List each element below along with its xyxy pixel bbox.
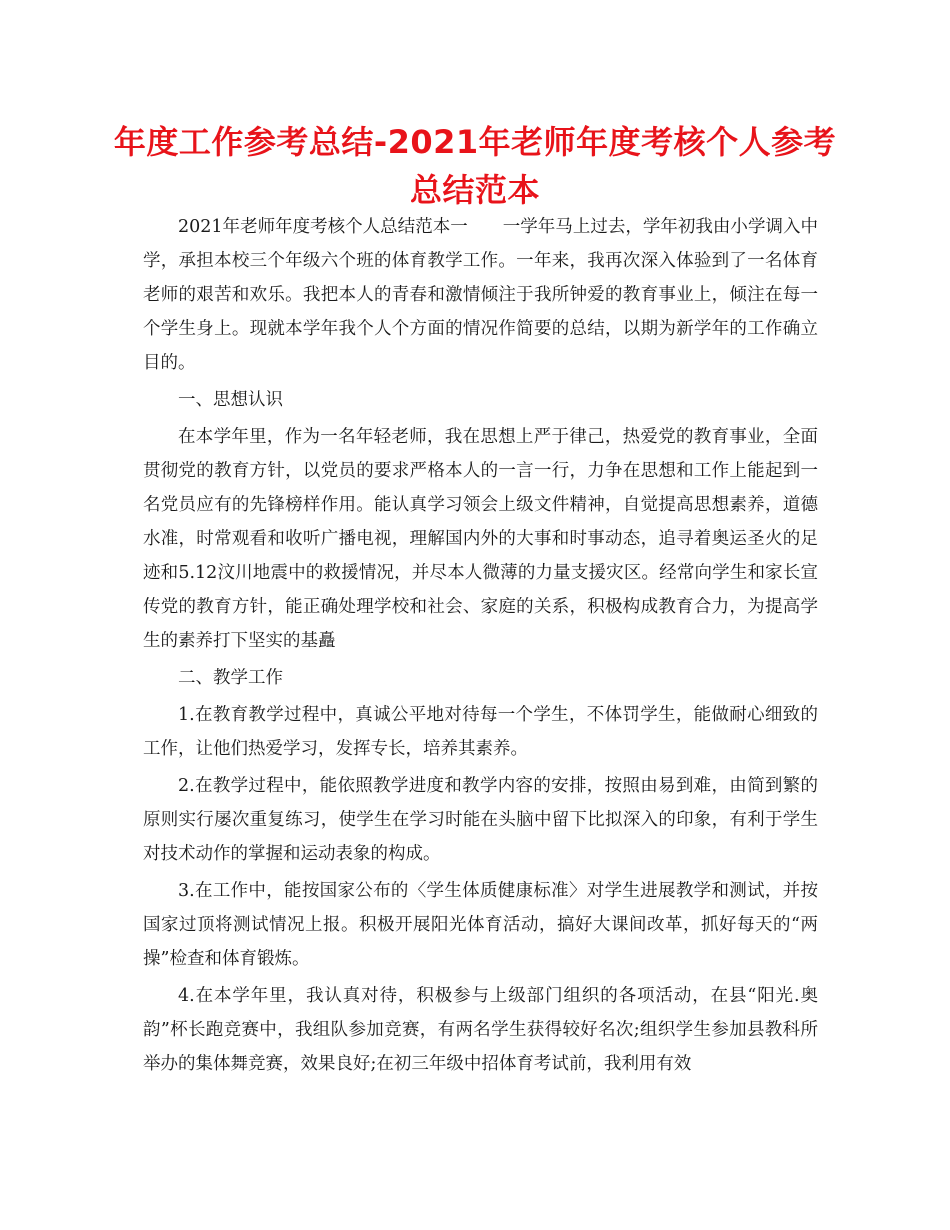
paragraph-teaching-4: 4.在本学年里，我认真对待，积极参与上级部门组织的各项活动，在县“阳光.奥韵”杯长跑竞赛中，我组队参加竞赛，有两名学生获得较好名次;组织学生参加县教科所举办的集体舞竞赛，效果良好;在初三年级中招体育考试前，我利用有效 <box>143 986 818 1074</box>
paragraph-teaching-2: 2.在教学过程中，能依照教学进度和教学内容的安排，按照由易到难，由简到繁的原则实行屡次重复练习，使学生在学习时能在头脑中留下比拟深入的印象，有利于学生对技术动作的掌握和运动表象的构成。 <box>143 776 818 864</box>
paragraph-teaching-1: 1.在教育教学过程中，真诚公平地对待每一个学生，不体罚学生，能做耐心细致的工作，让他们热爱学习，发挥专长，培养其素养。 <box>143 705 818 759</box>
paragraph-intro: 2021年老师年度考核个人总结范本一 一学年马上过去，学年初我由小学调入中学，承担本校三个年级六个班的体育教学工作。一年来，我再次深入体验到了一名体育老师的艰苦和欢乐。我把本人的青春和激情倾注于我所钟爱的教育事业上，倾注在每一个学生身上。现就本学年我个人个方面的情况作简要的总结，以期为新学年的工作确立目的。 <box>143 217 818 373</box>
paragraph-teaching-3: 3.在工作中，能按国家公布的〈学生体质健康标准〉对学生进展教学和测试，并按国家过顶将测试情况上报。积极开展阳光体育活动，搞好大课间改革，抓好每天的“两操”检查和体育锻炼。 <box>143 881 818 969</box>
document-body <box>143 210 818 1084</box>
paragraph-thought: 在本学年里，作为一名年轻老师，我在思想上严于律己，热爱党的教育事业，全面贯彻党的教育方针，以党员的要求严格本人的一言一行，力争在思想和工作上能起到一名党员应有的先锋榜样作用。能认真学习领会上级文件精神，自觉提高思想素养，道德水准，时常观看和收听广播电视，理解国内外的大事和时事动态，追寻着奥运圣火的足迹和5.12汶川地震中的救援情况，并尽本人微薄的力量支援灾区。经常向学生和家长宣传党的教育方针，能正确处理学校和社会、家庭的关系，积极构成教育合力，为提高学生的素养打下坚实的基矗 <box>143 427 818 651</box>
section-heading-thought: 一、思想认识 <box>178 390 283 410</box>
document-title: 年度工作参考总结-2021年老师年度考核个人参考总结范本 <box>113 123 837 209</box>
section-heading-teaching: 二、教学工作 <box>178 668 283 688</box>
